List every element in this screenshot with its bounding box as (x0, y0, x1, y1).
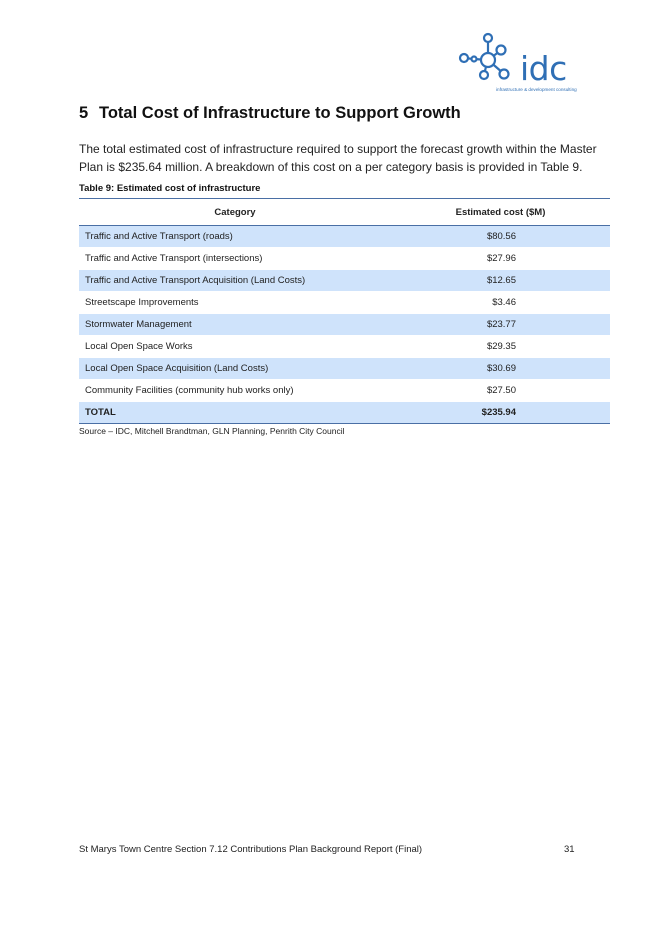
column-header-cost: Estimated cost ($M) (391, 199, 610, 226)
table-row (79, 270, 610, 292)
cost-cell: $12.65 (391, 270, 610, 292)
page-number: 31 (564, 844, 575, 855)
cost-cell: $80.56 (391, 226, 610, 248)
category-cell: Traffic and Active Transport Acquisition (Land Costs) (79, 270, 391, 292)
section-title: Total Cost of Infrastructure to Support Growth (99, 104, 461, 122)
cost-cell: $23.77 (391, 314, 610, 336)
table-row (79, 336, 610, 358)
logo-wordmark: idc (520, 49, 567, 88)
cost-cell: $3.46 (391, 292, 610, 314)
logo-tagline: infrastructure & development consulting (496, 87, 577, 92)
table-row (79, 380, 610, 402)
total-cost: $235.94 (391, 402, 610, 424)
category-cell: Stormwater Management (79, 314, 391, 336)
cost-cell: $30.69 (391, 358, 610, 380)
table-row (79, 314, 610, 336)
intro-paragraph: The total estimated cost of infrastructure required to support the forecast growth within the Master Plan is $235.64 million. A breakdown of this cost on a per category basis is provided in Table 9. (79, 142, 597, 174)
table-row (79, 226, 610, 248)
table-row (79, 358, 610, 380)
cost-cell: $27.96 (391, 248, 610, 270)
category-cell: Local Open Space Works (79, 336, 391, 358)
table-header-row (79, 199, 610, 226)
table-total-row (79, 402, 610, 424)
category-cell: Streetscape Improvements (79, 292, 391, 314)
column-header-category: Category (79, 199, 391, 226)
category-cell: Local Open Space Acquisition (Land Costs) (79, 358, 391, 380)
section-heading (79, 104, 461, 123)
category-cell: Community Facilities (community hub works only) (79, 380, 391, 402)
page-footer: St Marys Town Centre Section 7.12 Contributions Plan Background Report (Final) (79, 844, 423, 855)
total-label: TOTAL (79, 402, 391, 424)
category-cell: Traffic and Active Transport (intersections) (79, 248, 391, 270)
table-source-note: Source – IDC, Mitchell Brandtman, GLN Planning, Penrith City Council (79, 426, 345, 436)
cost-table (79, 198, 610, 424)
cost-cell: $27.50 (391, 380, 610, 402)
table-row (79, 292, 610, 314)
section-number: 5 (79, 104, 89, 122)
table-row (79, 248, 610, 270)
table-caption: Table 9: Estimated cost of infrastructure (79, 183, 261, 194)
cost-cell: $29.35 (391, 336, 610, 358)
category-cell: Traffic and Active Transport (roads) (79, 226, 391, 248)
